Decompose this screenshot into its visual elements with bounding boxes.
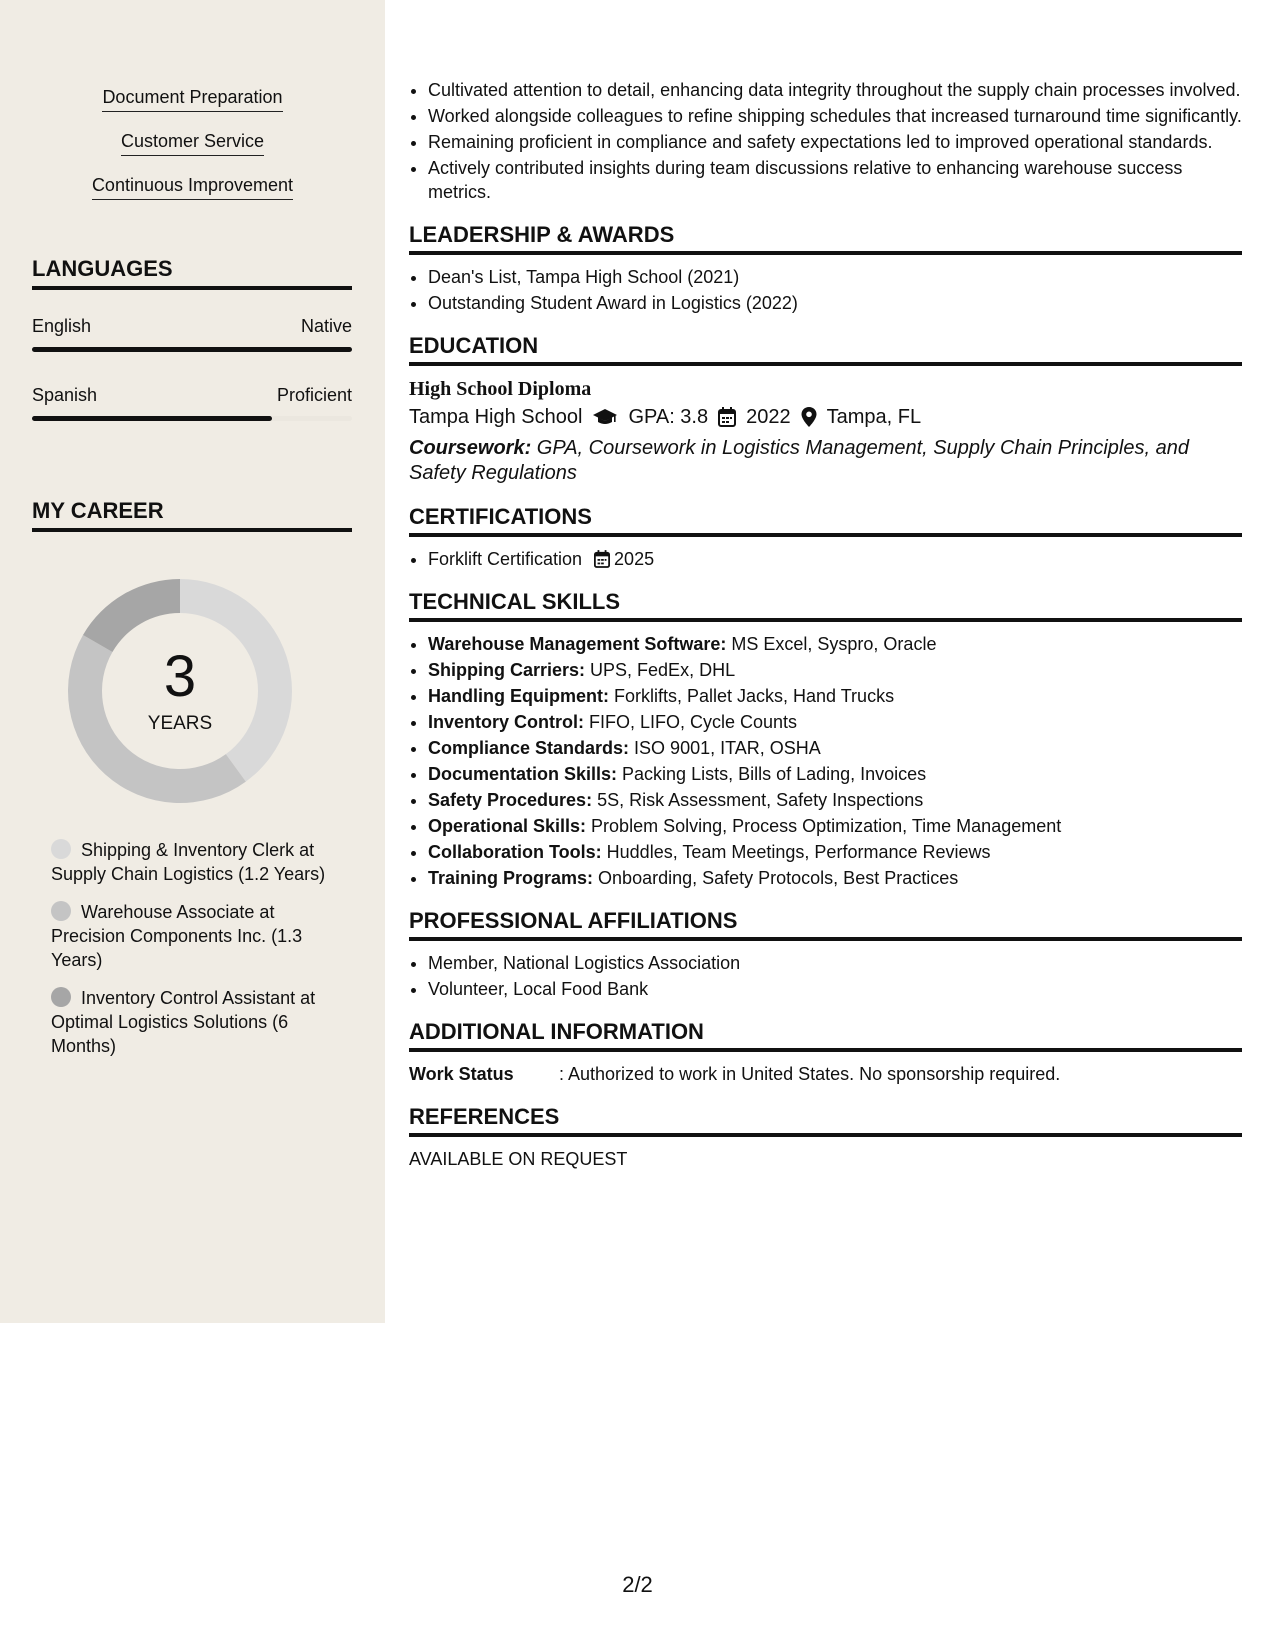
experience-bullet: • Worked alongside colleagues to refine shipping schedules that increased turnaround time significantly. — [428, 104, 1242, 128]
technical-skill-label: Documentation Skills: — [428, 764, 618, 784]
technical-skill-value: UPS, FedEx, DHL — [585, 660, 736, 680]
affiliation-item: • Member, National Logistics Association — [428, 951, 1242, 975]
career-legend-item — [51, 986, 331, 1058]
technical-skill-item — [428, 762, 1242, 786]
sidebar — [0, 0, 385, 1323]
career-legend-item — [51, 900, 331, 972]
career-legend — [51, 838, 331, 1072]
technical-skill-item — [428, 736, 1242, 760]
certifications-list — [409, 547, 1242, 571]
career-label: Warehouse Associate at Precision Components Inc. (1.3 Years) — [51, 902, 303, 970]
technical-skill-item — [428, 684, 1242, 708]
technical-skill-label: Compliance Standards: — [428, 738, 630, 758]
career-total: 3 — [163, 644, 197, 709]
technical-skills-heading: TECHNICAL SKILLS — [409, 589, 1242, 622]
career-heading: MY CAREER — [32, 498, 352, 532]
technical-skill-label: Handling Equipment: — [428, 686, 609, 706]
references-text: AVAILABLE ON REQUEST — [409, 1149, 628, 1169]
technical-skills-list — [409, 632, 1242, 890]
coursework-label: Coursework: — [409, 437, 532, 459]
language-level: Native — [300, 316, 352, 336]
career-legend-item — [51, 838, 331, 886]
career-label: Shipping & Inventory Clerk at Supply Chain Logistics (1.2 Years) — [51, 840, 326, 884]
experience-bullets — [409, 78, 1242, 204]
calendar-icon — [718, 407, 736, 427]
technical-skill-label: Collaboration Tools: — [428, 842, 602, 862]
calendar-icon — [594, 550, 610, 568]
legend-dot — [51, 987, 71, 1007]
education-location: Tampa, FL — [826, 406, 922, 428]
technical-skill-label: Shipping Carriers: — [428, 660, 586, 680]
technical-skill-label: Safety Procedures: — [428, 790, 593, 810]
technical-skill-value: ISO 9001, ITAR, OSHA — [629, 738, 821, 758]
skill-item: Customer Service — [121, 130, 264, 156]
education-school: Tampa High School — [409, 406, 583, 428]
technical-skill-value: Huddles, Team Meetings, Performance Reviews — [601, 842, 991, 862]
donut-segment-0 — [180, 579, 292, 782]
page-number: 2/2 — [622, 1572, 653, 1597]
career-unit: YEARS — [147, 713, 213, 734]
work-status-row — [409, 1062, 1242, 1086]
additional-info-heading: ADDITIONAL INFORMATION — [409, 1019, 1242, 1052]
language-name: English — [32, 316, 92, 336]
education-year: 2022 — [746, 406, 791, 428]
graduation-cap-icon — [592, 407, 618, 427]
legend-dot — [51, 901, 71, 921]
technical-skill-value: Packing Lists, Bills of Lading, Invoices — [617, 764, 927, 784]
language-bar — [32, 416, 352, 421]
education-details — [409, 402, 1242, 432]
technical-skill-label: Warehouse Management Software: — [428, 634, 727, 654]
language-name: Spanish — [32, 385, 98, 405]
technical-skill-label: Operational Skills: — [428, 816, 587, 836]
technical-skill-item — [428, 840, 1242, 864]
technical-skill-value: Forklifts, Pallet Jacks, Hand Trucks — [608, 686, 895, 706]
technical-skill-value: FIFO, LIFO, Cycle Counts — [584, 712, 798, 732]
technical-skill-item — [428, 814, 1242, 838]
donut-segment-2 — [83, 579, 180, 652]
main-content — [409, 78, 1242, 1171]
skill-item: Continuous Improvement — [92, 174, 293, 200]
language-level: Proficient — [276, 385, 352, 405]
skill-list — [0, 86, 385, 218]
education-heading: EDUCATION — [409, 333, 1242, 366]
leadership-item: • Dean's List, Tampa High School (2021) — [428, 265, 1242, 289]
technical-skill-item — [428, 632, 1242, 656]
technical-skill-value: 5S, Risk Assessment, Safety Inspections — [592, 790, 924, 810]
certification-name: • Forklift Certification — [428, 549, 583, 569]
certification-item — [428, 547, 1242, 571]
technical-skill-item — [428, 658, 1242, 682]
career-label: Inventory Control Assistant at Optimal Logistics Solutions (6 Months) — [51, 988, 316, 1056]
language-bar-fill — [32, 347, 352, 352]
certifications-heading: CERTIFICATIONS — [409, 504, 1242, 537]
technical-skill-label: Training Programs: — [428, 868, 594, 888]
technical-skill-value: Problem Solving, Process Optimization, Time Management — [586, 816, 1062, 836]
language-bar-fill — [32, 416, 272, 421]
work-status-value: : Authorized to work in United States. No sponsorship required. — [559, 1064, 1061, 1084]
education-coursework — [409, 436, 1242, 486]
affiliations-heading: PROFESSIONAL AFFILIATIONS — [409, 908, 1242, 941]
technical-skill-value: MS Excel, Syspro, Oracle — [726, 634, 937, 654]
career-donut-chart — [65, 576, 295, 806]
references-heading: REFERENCES — [409, 1104, 1242, 1137]
leadership-item: • Outstanding Student Award in Logistics (2022) — [428, 291, 1242, 315]
legend-dot — [51, 839, 71, 859]
leadership-heading: LEADERSHIP & AWARDS — [409, 222, 1242, 255]
work-status-label: Work Status — [409, 1064, 514, 1084]
affiliation-item: • Volunteer, Local Food Bank — [428, 977, 1242, 1001]
certification-year: 2025 — [614, 549, 655, 569]
technical-skill-label: Inventory Control: — [428, 712, 584, 732]
languages-heading: LANGUAGES — [32, 256, 352, 290]
affiliations-list — [409, 951, 1242, 1001]
education-gpa: GPA: 3.8 — [628, 406, 709, 428]
technical-skill-item — [428, 788, 1242, 812]
experience-bullet: • Cultivated attention to detail, enhancing data integrity throughout the supply chain processes involved. — [428, 78, 1242, 102]
leadership-list — [409, 265, 1242, 315]
education-degree: High School Diploma — [409, 378, 592, 400]
technical-skill-item — [428, 866, 1242, 890]
technical-skill-item — [428, 710, 1242, 734]
coursework-text: GPA, Coursework in Logistics Management, Supply Chain Principles, and Safety Regulations — [409, 437, 1189, 484]
experience-bullet: • Actively contributed insights during team discussions relative to enhancing warehouse success metrics. — [428, 156, 1242, 204]
language-bar — [32, 347, 352, 352]
skill-item: Document Preparation — [102, 86, 282, 112]
experience-bullet: • Remaining proficient in compliance and safety expectations led to improved operational standards. — [428, 130, 1242, 154]
technical-skill-value: Onboarding, Safety Protocols, Best Practices — [593, 868, 959, 888]
location-pin-icon — [801, 407, 817, 427]
